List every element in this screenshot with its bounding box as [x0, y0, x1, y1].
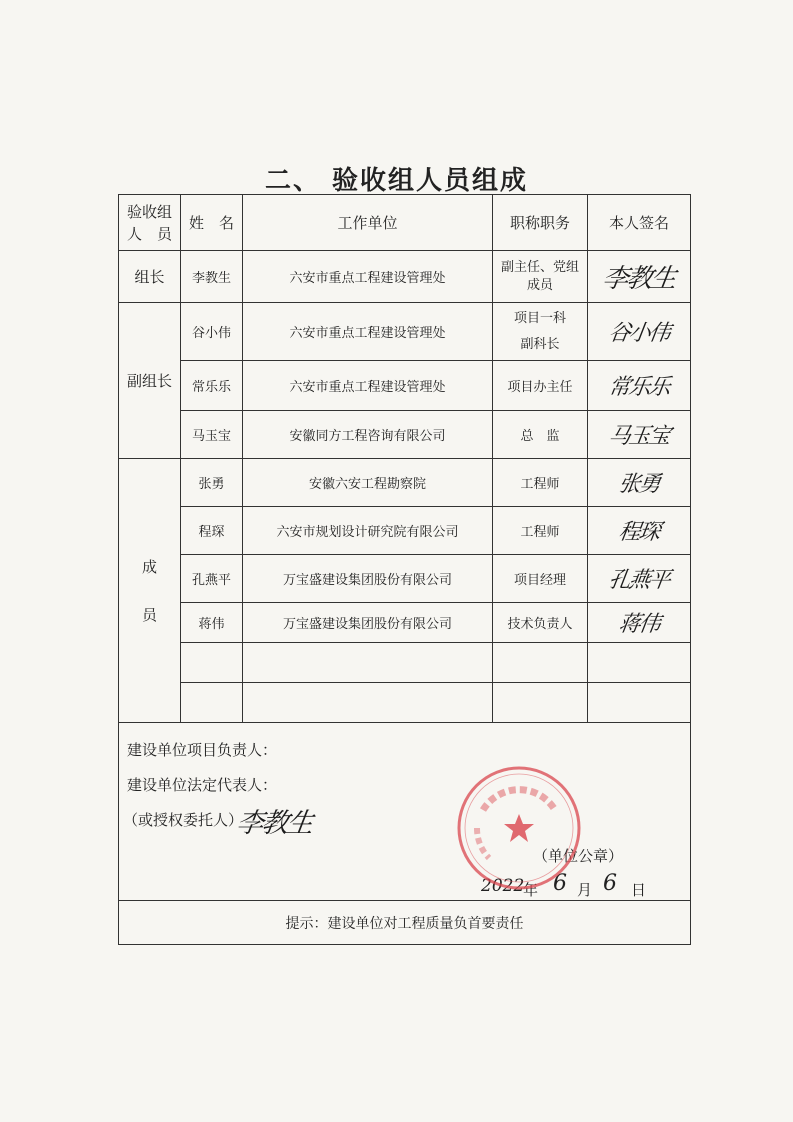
committee-table	[118, 194, 691, 945]
member-unit: 安徽同方工程咨询有限公司	[243, 411, 493, 459]
member-unit: 六安市重点工程建设管理处	[243, 251, 493, 303]
member-unit: 安徽六安工程勘察院	[243, 459, 493, 507]
authorized-label: （或授权委托人）	[123, 811, 244, 829]
stamp-label: （单位公章）	[533, 847, 624, 865]
table-row	[119, 361, 691, 411]
signature-image	[588, 459, 691, 507]
table-row	[119, 251, 691, 303]
member-position: 工程师	[493, 507, 588, 555]
hint-text: 提示：建设单位对工程质量负首要责任	[119, 901, 691, 945]
member-name: 孔燕平	[181, 555, 243, 603]
group-deputy: 副组长	[119, 303, 181, 459]
handwritten-signature: 孔燕平	[606, 568, 671, 593]
member-unit: 六安市规划设计研究院有限公司	[243, 507, 493, 555]
header-unit: 工作单位	[243, 195, 493, 251]
signature-image	[588, 303, 691, 361]
header-name: 姓 名	[181, 195, 243, 251]
member-position: 总 监	[493, 411, 588, 459]
handwritten-signature: 蒋伟	[616, 612, 661, 637]
day-label: 日	[631, 881, 647, 899]
handwritten-signature: 李教生	[600, 264, 677, 294]
seal-star	[504, 814, 534, 842]
group-member: 成 员	[119, 459, 181, 723]
handwritten-signature: 李教生	[234, 808, 314, 839]
year-handwritten: 2022	[481, 876, 525, 896]
legal-rep-label: 建设单位法定代表人：	[127, 776, 278, 794]
member-name: 李教生	[181, 251, 243, 303]
handwritten-signature: 张勇	[616, 472, 661, 497]
empty-row	[119, 683, 691, 723]
header-position: 职称职务	[493, 195, 588, 251]
official-seal	[453, 762, 585, 894]
year-label: 年	[523, 881, 539, 899]
signature-image	[234, 801, 314, 840]
signature-image	[588, 361, 691, 411]
group-leader: 组长	[119, 251, 181, 303]
member-name: 张勇	[181, 459, 243, 507]
footer-section	[119, 723, 691, 901]
footer-row	[119, 723, 691, 901]
table-row	[119, 303, 691, 361]
day-handwritten: 6	[603, 871, 617, 896]
member-unit: 万宝盛建设集团股份有限公司	[243, 603, 493, 643]
signature-image	[588, 251, 691, 303]
member-position: 工程师	[493, 459, 588, 507]
member-position: 项目一科 副科长	[493, 303, 588, 361]
member-position: 项目经理	[493, 555, 588, 603]
signature-image	[588, 603, 691, 643]
table-row	[119, 555, 691, 603]
handwritten-signature: 马玉宝	[606, 424, 671, 449]
hint-row	[119, 901, 691, 945]
header-role: 验收组 人 员	[119, 195, 181, 251]
member-name: 程琛	[181, 507, 243, 555]
page-title: 二、 验收组人员组成	[264, 166, 529, 196]
member-name: 谷小伟	[181, 303, 243, 361]
member-position: 项目办主任	[493, 361, 588, 411]
signature-image	[588, 507, 691, 555]
month-label: 月	[577, 881, 593, 899]
signature-image	[588, 411, 691, 459]
table-row	[119, 507, 691, 555]
member-name: 马玉宝	[181, 411, 243, 459]
handwritten-signature: 常乐乐	[606, 375, 671, 400]
signature-image	[588, 555, 691, 603]
handwritten-signature: 谷小伟	[606, 321, 671, 346]
member-position: 副主任、党组 成员	[493, 251, 588, 303]
table-row	[119, 603, 691, 643]
member-position: 技术负责人	[493, 603, 588, 643]
handwritten-signature: 程琛	[616, 520, 661, 545]
empty-row	[119, 643, 691, 683]
member-unit: 六安市重点工程建设管理处	[243, 303, 493, 361]
member-name: 常乐乐	[181, 361, 243, 411]
header-signature: 本人签名	[588, 195, 691, 251]
member-name: 蒋伟	[181, 603, 243, 643]
table-row	[119, 459, 691, 507]
month-handwritten: 6	[553, 871, 567, 896]
member-unit: 六安市重点工程建设管理处	[243, 361, 493, 411]
table-row	[119, 411, 691, 459]
project-leader-label: 建设单位项目负责人：	[127, 741, 278, 759]
member-unit: 万宝盛建设集团股份有限公司	[243, 555, 493, 603]
header-row	[119, 195, 691, 251]
